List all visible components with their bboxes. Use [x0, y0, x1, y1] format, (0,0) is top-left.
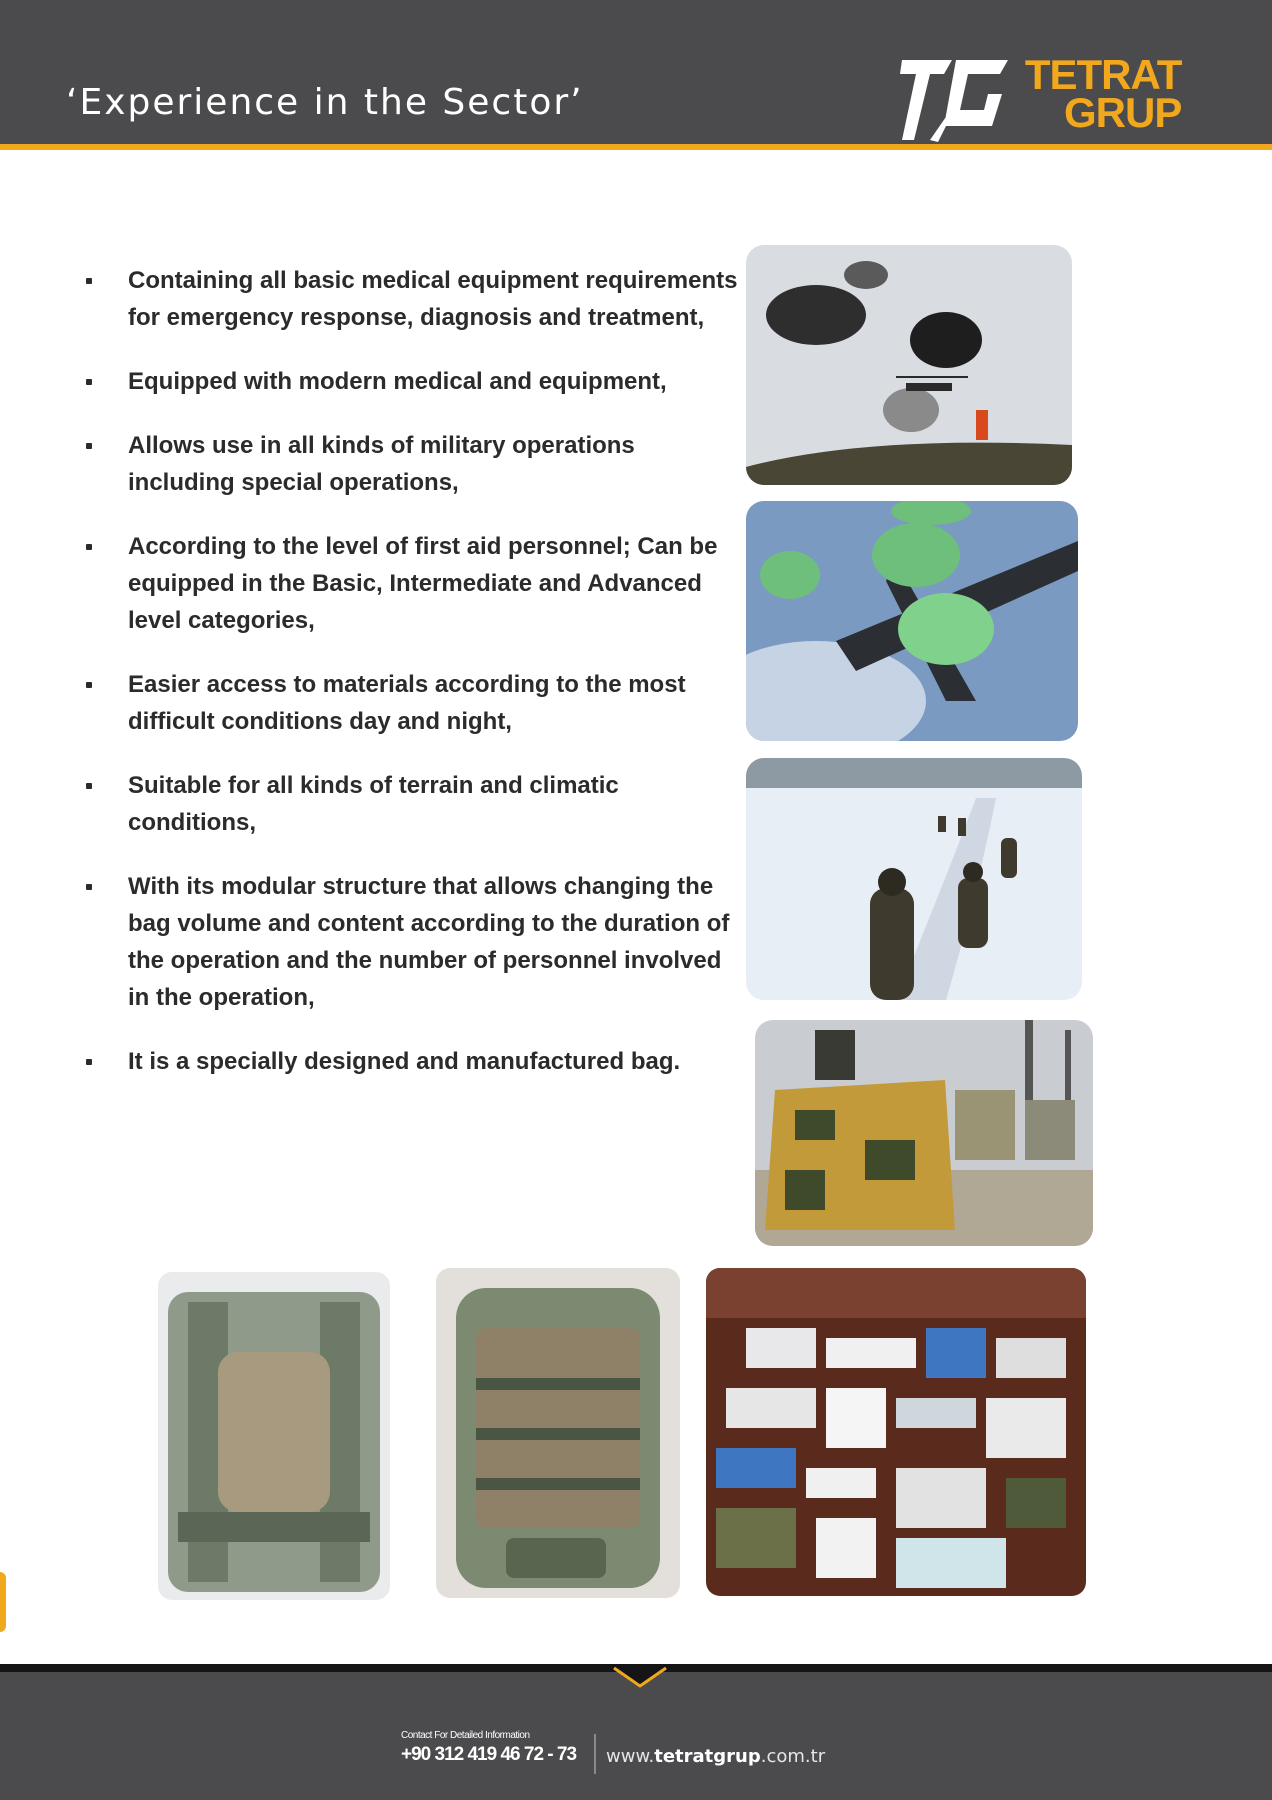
website-suffix: .com.tr — [760, 1746, 826, 1767]
company-logo — [900, 51, 1200, 146]
page-header — [0, 0, 1272, 150]
logo-line-tetrat: TETRAT — [1024, 51, 1182, 98]
logo-line-grup: GRUP — [1064, 89, 1182, 136]
footer-notch-icon — [610, 1664, 670, 1690]
website-brand: tetratgrup — [654, 1746, 761, 1767]
feature-list — [80, 262, 740, 1107]
photo-backpack-straps — [158, 1272, 390, 1600]
photo-helicopter-smoke — [746, 245, 1072, 485]
feature-item: It is a specially designed and manufactured bag. — [80, 1043, 740, 1080]
photo-backpack-front — [436, 1268, 680, 1598]
side-accent-bar — [0, 1572, 6, 1632]
page-footer — [0, 1664, 1272, 1800]
page-title: ‘Experience in the Sector’ — [66, 82, 584, 123]
contact-label: Contact For Detailed Information — [401, 1730, 530, 1741]
contact-phone[interactable]: +90 312 419 46 72 - 73 — [401, 1744, 577, 1765]
feature-item: According to the level of first aid personnel; Can be equipped in the Basic, Intermediate and Advanced level categories, — [80, 528, 740, 639]
feature-item: Allows use in all kinds of military operations including special operations, — [80, 427, 740, 501]
feature-item: Containing all basic medical equipment requirements for emergency response, diagnosis and treatment, — [80, 262, 740, 336]
photo-soldiers-snow — [746, 758, 1082, 1000]
website-link[interactable] — [606, 1746, 825, 1767]
footer-divider — [594, 1734, 596, 1774]
photo-aircraft-parachutes — [746, 501, 1078, 741]
feature-item: Suitable for all kinds of terrain and climatic conditions, — [80, 767, 740, 841]
photo-medical-supplies — [706, 1268, 1086, 1596]
website-prefix: www. — [606, 1746, 655, 1767]
photo-armored-vehicles — [755, 1020, 1093, 1246]
feature-item: Easier access to materials according to the most difficult conditions day and night, — [80, 666, 740, 740]
tetrat-monogram-icon — [900, 54, 1012, 146]
feature-item: With its modular structure that allows changing the bag volume and content according to the duration of the operation and the number of personnel involved in the operation, — [80, 868, 740, 1016]
feature-item: Equipped with modern medical and equipment, — [80, 363, 740, 400]
